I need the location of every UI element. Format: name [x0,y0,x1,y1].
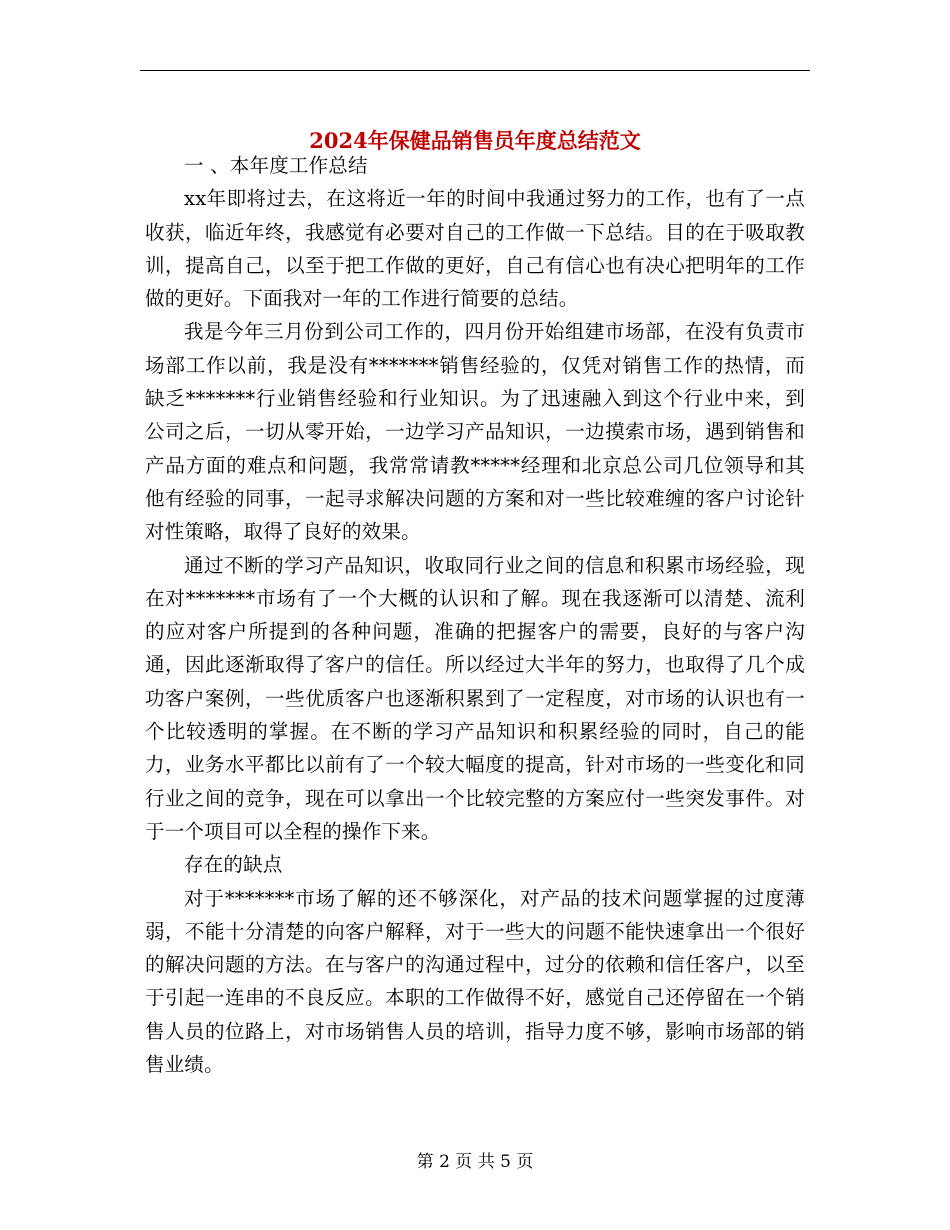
paragraph: xx年即将过去，在这将近一年的时间中我通过努力的工作，也有了一点收获，临近年终，我感觉有必要对自己的工作做一下总结。目的在于吸取教训，提高自己，以至于把工作做的更好，自己有信心也有决心把明年的工作做的更好。下面我对一年的工作进行简要的总结。 [145,187,805,311]
section-heading: 存在的缺点 [184,853,283,877]
document-body [145,149,805,1081]
section-heading: 一 、本年度工作总结 [184,154,368,177]
paragraph: 对于*******市场了解的还不够深化，对产品的技术问题掌握的过度薄弱，不能十分清楚的向客户解释，对于一些大的问题不能快速拿出一个很好的解决问题的方法。在与客户的沟通过程中，过分的依赖和信任客户，以至于引起一连串的不良反应。本职的工作做得不好，感觉自己还停留在一个销售人员的位路上，对市场销售人员的培训，指导力度不够，影响市场部的销售业绩。 [145,886,805,1077]
paragraph: 通过不断的学习产品知识，收取同行业之间的信息和积累市场经验，现在对*******市场有了一个大概的认识和了解。现在我逐渐可以清楚、流利的应对客户所提到的各种问题，准确的把握客户的需要，良好的与客户沟通，因此逐渐取得了客户的信任。所以经过大半年的努力，也取得了几个成功客户案例，一些优质客户也逐渐积累到了一定程度，对市场的认识也有一个比较透明的掌握。在不断的学习产品知识和积累经验的同时，自己的能力，业务水平都比以前有了一个较大幅度的提高，针对市场的一些变化和同行业之间的竞争，现在可以拿出一个比较完整的方案应付一些突发事件。对于一个项目可以全程的操作下来。 [145,553,805,843]
document-title: 2024年保健品销售员年度总结范文 [309,128,641,154]
paragraph: 我是今年三月份到公司工作的，四月份开始组建市场部，在没有负责市场部工作以前，我是没有*******销售经验的，仅凭对销售工作的热情，而缺乏*******行业销售经验和行业知识。为了迅速融入到这个行业中来，到公司之后，一切从零开始，一边学习产品知识，一边摸索市场，遇到销售和产品方面的难点和问题，我常常请教*****经理和北京总公司几位领导和其他有经验的同事，一起寻求解决问题的方案和对一些比较难缠的客户讨论针对性策略，取得了良好的效果。 [145,320,805,544]
page-number: 第 2 页 共 5 页 [416,1152,534,1172]
header-rule [140,70,810,71]
